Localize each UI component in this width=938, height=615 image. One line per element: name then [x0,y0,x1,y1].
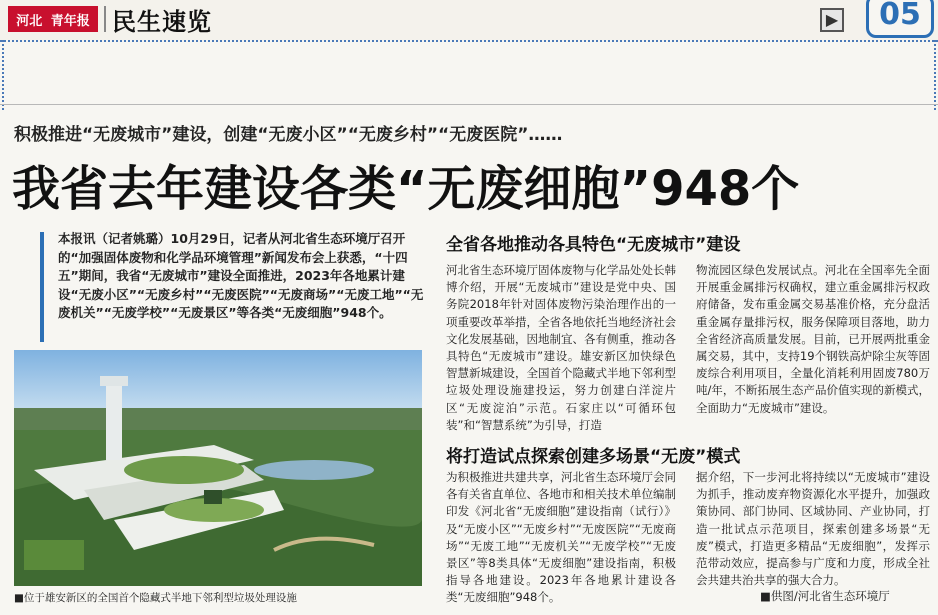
section2-column-1: 为积极推进共建共享，河北省生态环境厅会同各有关省直单位、各地市和相关技术单位编制印发《河北省“无废细胞”建设指南（试行）》及“无废小区”“无废乡村”“无废医院”“无废商场”“无废工地”“无废机关”“无废学校”“无废景区”等8类具体“无废细胞”建设指南，积极指导各地建设。2023年各地累计建设各类“无废细胞”948个。 [446,470,676,605]
section-title-2: 将打造试点探索创建多场景“无废”模式 [446,447,741,467]
section2-column-2: 据介绍，下一步河北将持续以“无废城市”建设为抓手，推动废弃物资源化水平提升，加强政策协同、部门协同、区域协同、产业协同，打造一批试点示范项目，探索创建多场景“无废”模式，打造更多精品“无废细胞”，发挥示范带动效应，提高参与广度和力度，形成全社会共建共治共享的强大合力。 [696,470,930,588]
logo-text-hebei: 河北 [16,13,43,29]
photo-credit: ■供图/河北省生态环境厅 [760,589,890,603]
newspaper-logo [8,6,98,32]
page-number: 05 [866,0,934,38]
article-lead: 本报讯（记者姚璐）10月29日，记者从河北省生态环境厅召开的“加强固体废物和化学品环境管理”新闻发布会上获悉，“十四五”期间，我省“无废城市”建设全面推进，2023年各地累计建设“无废小区”“无废乡村”“无废医院”“无废商场”“无废工地”“无废机关”“无废学校”“无废景区”等各类“无废细胞”948个。 [58,231,424,320]
article-headline: 我省去年建设各类“无废细胞”948个 [12,161,800,217]
logo-text-youth-daily: 青年报 [50,13,90,29]
column-name: 民生速览 [112,8,212,36]
article-kicker: 积极推进“无废城市”建设，创建“无废小区”“无废乡村”“无废医院”…… [14,125,563,145]
header-divider [104,6,106,32]
next-arrow-icon[interactable]: ▶ [820,8,844,32]
section-title-1: 全省各地推动各具特色“无废城市”建设 [446,235,741,255]
page-header [0,0,938,40]
lead-accent-bar [40,232,44,342]
dotted-border-right [934,40,936,110]
dotted-border [0,40,938,42]
dotted-border-left [2,40,4,110]
section1-column-1: 河北省生态环境厅固体废物与化学品处处长韩博介绍，开展“无废城市”建设是党中央、国务院2018年针对固体废物污染治理作出的一项重要改革举措，全省各地依托当地经济社会文化发展基础，因地制宜、各有侧重，推动各具特色“无废城市”建设。雄安新区加快绿色智慧新城建设，全国首个隐藏式半地下邻利型垃圾处理设施建投运，努力创建白洋淀片区“无废淀泊”示范。石家庄以“可循环包装”和“智慧系统”为引导，打造 [446,263,676,432]
photo-caption: ■位于雄安新区的全国首个隐藏式半地下邻利型垃圾处理设施 [14,592,297,604]
article-photo [14,350,422,586]
section-divider [0,104,938,105]
section1-column-2: 物流园区绿色发展试点。河北在全国率先全面开展重金属排污权确权，建立重金属排污权政府储备，发布重金属交易基准价格，充分盘活重金属存量排污权，服务保障项目落地，助力全省经济高质量发展。目前，已开展两批重金属交易，其中，支持19个钢铁高炉除尘灰等固废综合利用项目，全量化消耗利用固废780万吨/年，不断拓展生态产品价值实现的新模式，全面助力“无废城市”建设。 [696,263,930,415]
